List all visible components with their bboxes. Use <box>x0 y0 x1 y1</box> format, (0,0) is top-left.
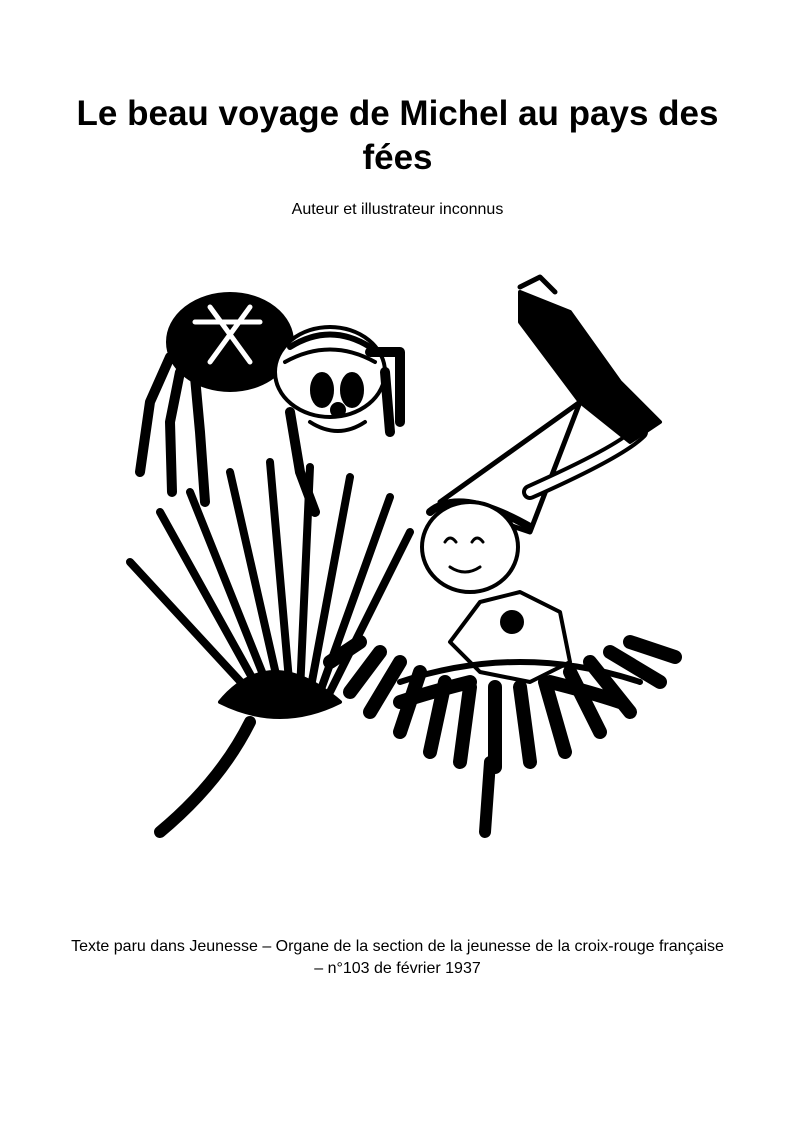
gnome-figure <box>400 277 660 702</box>
page-title: Le beau voyage de Michel au pays des fées <box>76 94 719 177</box>
author-line: Auteur et illustrateur inconnus <box>291 201 504 218</box>
woodcut-illustration-icon <box>100 262 700 842</box>
publication-note: Texte paru dans Jeunesse – Organe de la section de la jeunesse de la croix-rouge française – n°103 de février 1937 <box>71 938 724 977</box>
dandelion-flower <box>130 462 410 837</box>
